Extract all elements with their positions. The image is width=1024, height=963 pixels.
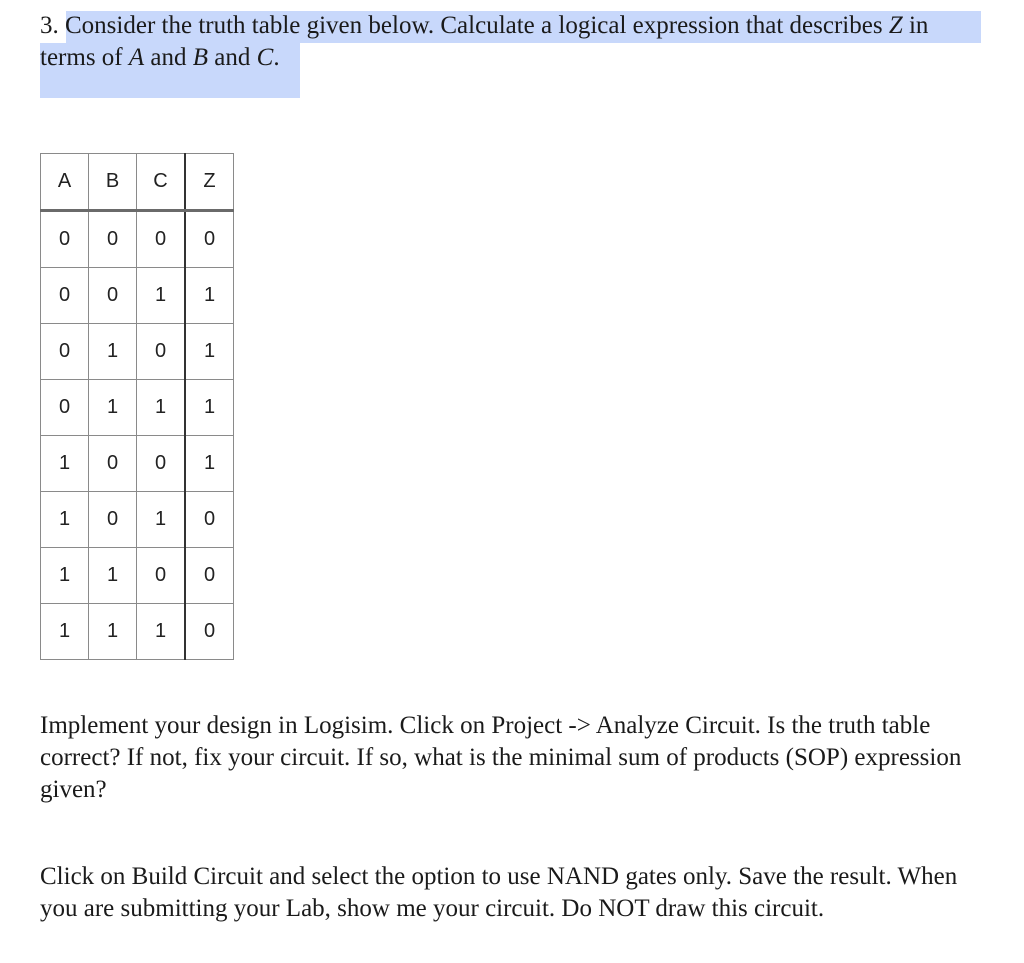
cell-b: 1 xyxy=(89,380,137,436)
cell-z: 1 xyxy=(185,268,234,324)
cell-b: 0 xyxy=(89,492,137,548)
header-z: Z xyxy=(185,154,234,211)
table-row xyxy=(41,548,234,604)
cell-a: 1 xyxy=(41,548,89,604)
question-number: 3. xyxy=(40,12,59,39)
cell-a: 0 xyxy=(41,268,89,324)
header-c: C xyxy=(137,154,186,211)
cell-b: 0 xyxy=(89,436,137,492)
cell-z: 1 xyxy=(185,380,234,436)
table-row xyxy=(41,492,234,548)
cell-a: 0 xyxy=(41,324,89,380)
table-row xyxy=(41,436,234,492)
cell-a: 1 xyxy=(41,604,89,660)
cell-z: 1 xyxy=(185,324,234,380)
cell-z: 1 xyxy=(185,436,234,492)
table-row xyxy=(41,211,234,268)
question-text: 3. Consider the truth table given below. Calculate a logical expression that describes Z in terms of A and B and C. xyxy=(40,12,929,71)
cell-b: 1 xyxy=(89,604,137,660)
cell-z: 0 xyxy=(185,548,234,604)
cell-z: 0 xyxy=(185,492,234,548)
cell-a: 0 xyxy=(41,211,89,268)
cell-c: 1 xyxy=(137,604,186,660)
cell-a: 1 xyxy=(41,492,89,548)
cell-c: 1 xyxy=(137,380,186,436)
cell-c: 0 xyxy=(137,436,186,492)
cell-z: 0 xyxy=(185,211,234,268)
cell-b: 0 xyxy=(89,211,137,268)
cell-b: 1 xyxy=(89,548,137,604)
truth-table-header-row xyxy=(41,154,234,211)
header-a: A xyxy=(41,154,89,211)
cell-c: 1 xyxy=(137,268,186,324)
cell-b: 0 xyxy=(89,268,137,324)
cell-z: 0 xyxy=(185,604,234,660)
table-row xyxy=(41,324,234,380)
cell-a: 1 xyxy=(41,436,89,492)
cell-c: 0 xyxy=(137,548,186,604)
cell-c: 0 xyxy=(137,211,186,268)
header-b: B xyxy=(89,154,137,211)
cell-a: 0 xyxy=(41,380,89,436)
table-row xyxy=(41,380,234,436)
table-row xyxy=(41,604,234,660)
truth-table xyxy=(40,153,234,660)
nand-build-instructions-paragraph: Click on Build Circuit and select the option to use NAND gates only. Save the result. When you are submitting your Lab, show me your circuit. Do NOT draw this circuit. xyxy=(40,863,958,922)
cell-c: 1 xyxy=(137,492,186,548)
logisim-instructions-paragraph: Implement your design in Logisim. Click on Project -> Analyze Circuit. Is the truth table correct? If not, fix your circuit. If so, what is the minimal sum of products (SOP) expression given? xyxy=(40,712,962,803)
cell-b: 1 xyxy=(89,324,137,380)
cell-c: 0 xyxy=(137,324,186,380)
table-row xyxy=(41,268,234,324)
